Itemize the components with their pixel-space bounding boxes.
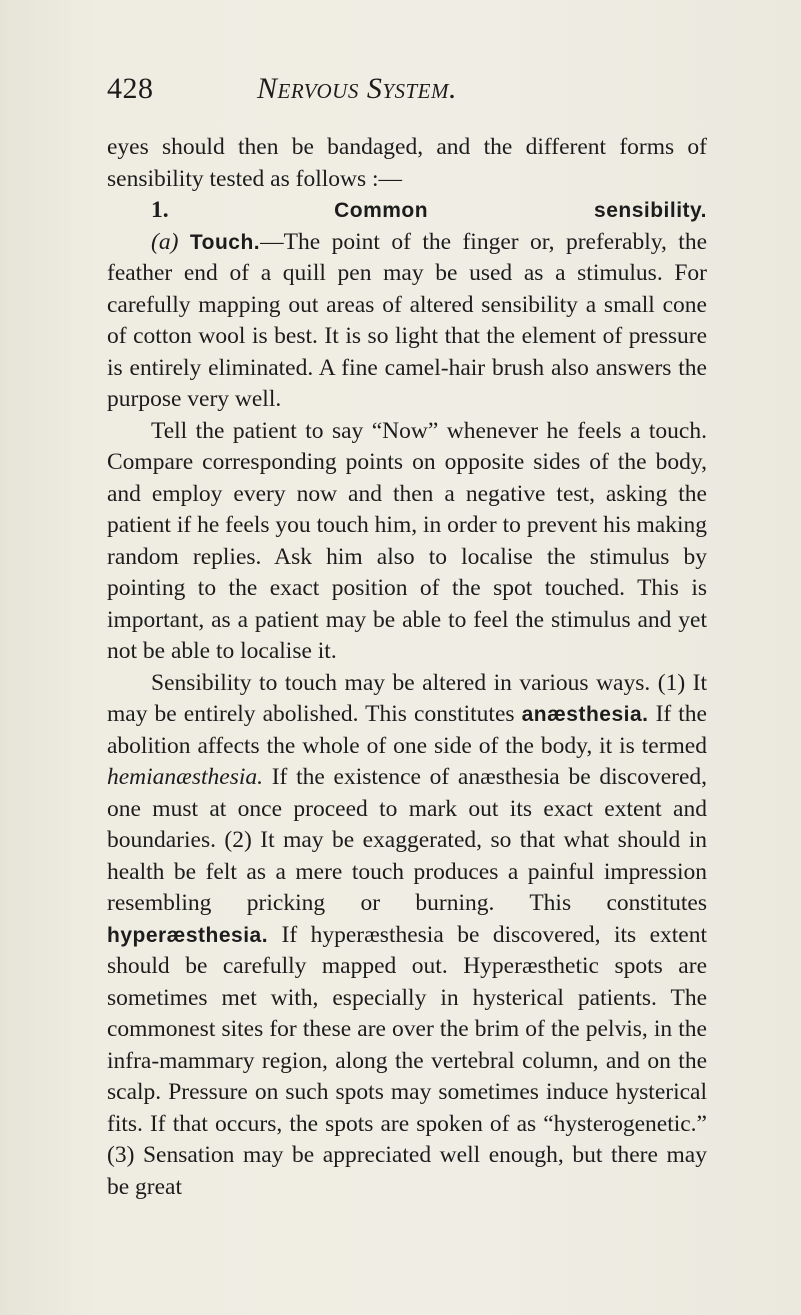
paragraph-alterations-d: If hyperæsthesia be discovered, its extent should be carefully mapped out. Hyperæsthetic spots are sometimes met with, especially in hysterical patients. The commonest sites for these are over the brim of the pelvis, in the infra-mammary region, along the vertebral column, and on the scalp. Pressure on such spots may sometimes induce hysterical fits. If that occurs, the spots are spoken of as “hysterogenetic.” (3) Sensation may be appreciated well enough, but there may be great bbox=[107, 921, 708, 1200]
body-text bbox=[107, 132, 707, 1203]
running-head bbox=[107, 69, 707, 109]
paragraph-test bbox=[107, 416, 707, 668]
running-title: Nervous System. bbox=[257, 72, 457, 105]
paragraph-alterations-b: If the abolition affects the whole of one side of the body, it is termed bbox=[107, 701, 707, 759]
term-hyperaesthesia: hyperæsthesia. bbox=[107, 923, 269, 947]
paragraph-touch bbox=[107, 227, 707, 416]
paragraph-touch-text: —The point of the finger or, preferably, the feather end of a quill pen may be used as a stimulus. For carefully mapping out areas of altered sensibility a small cone of cotton wool is best. It is so light that the element of pressure is entirely eliminated. A fine camel-hair brush also answers the purpose very well. bbox=[107, 228, 707, 412]
term-anaesthesia: anæsthesia. bbox=[521, 703, 649, 726]
paragraph-intro bbox=[107, 132, 707, 195]
paragraph-alterations bbox=[107, 668, 707, 1204]
paragraph-alterations-a: Sensibility to touch may be altered in various ways. (1) It may be entirely abolished. This constitutes bbox=[107, 669, 707, 727]
paragraph-intro-text: eyes should then be bandaged, and the different forms of sensibility tested as follows :— bbox=[107, 134, 707, 192]
paragraph-alterations-c: If the existence of anæsthesia be discovered, one must at once proceed to mark out its exact extent and boundaries. (2) It may be exaggerated, so that what should in health be felt as a mere touch produces a painful impression resembling pricking or burning. This constitutes bbox=[107, 764, 708, 916]
section-heading-text: Common sensibility. bbox=[334, 199, 707, 222]
term-hemianaesthesia: hemianæsthesia. bbox=[107, 764, 264, 790]
subsection-label: (a) bbox=[151, 228, 179, 255]
section-heading-number: 1. bbox=[151, 197, 169, 223]
section-heading bbox=[107, 195, 707, 227]
term-touch: Touch. bbox=[189, 230, 261, 254]
paragraph-test-text: Tell the patient to say “Now” whenever he feels a touch. Compare corresponding points on opposite sides of the body, and employ every now and then a negative test, asking the patient if he feels you touch him, in order to prevent his making random replies. Ask him also to localise the stimulus by pointing to the exact position of the spot touched. This is important, as a patient may be able to feel the stimulus and yet not be able to localise it. bbox=[107, 417, 707, 664]
page-number: 428 bbox=[107, 72, 154, 105]
